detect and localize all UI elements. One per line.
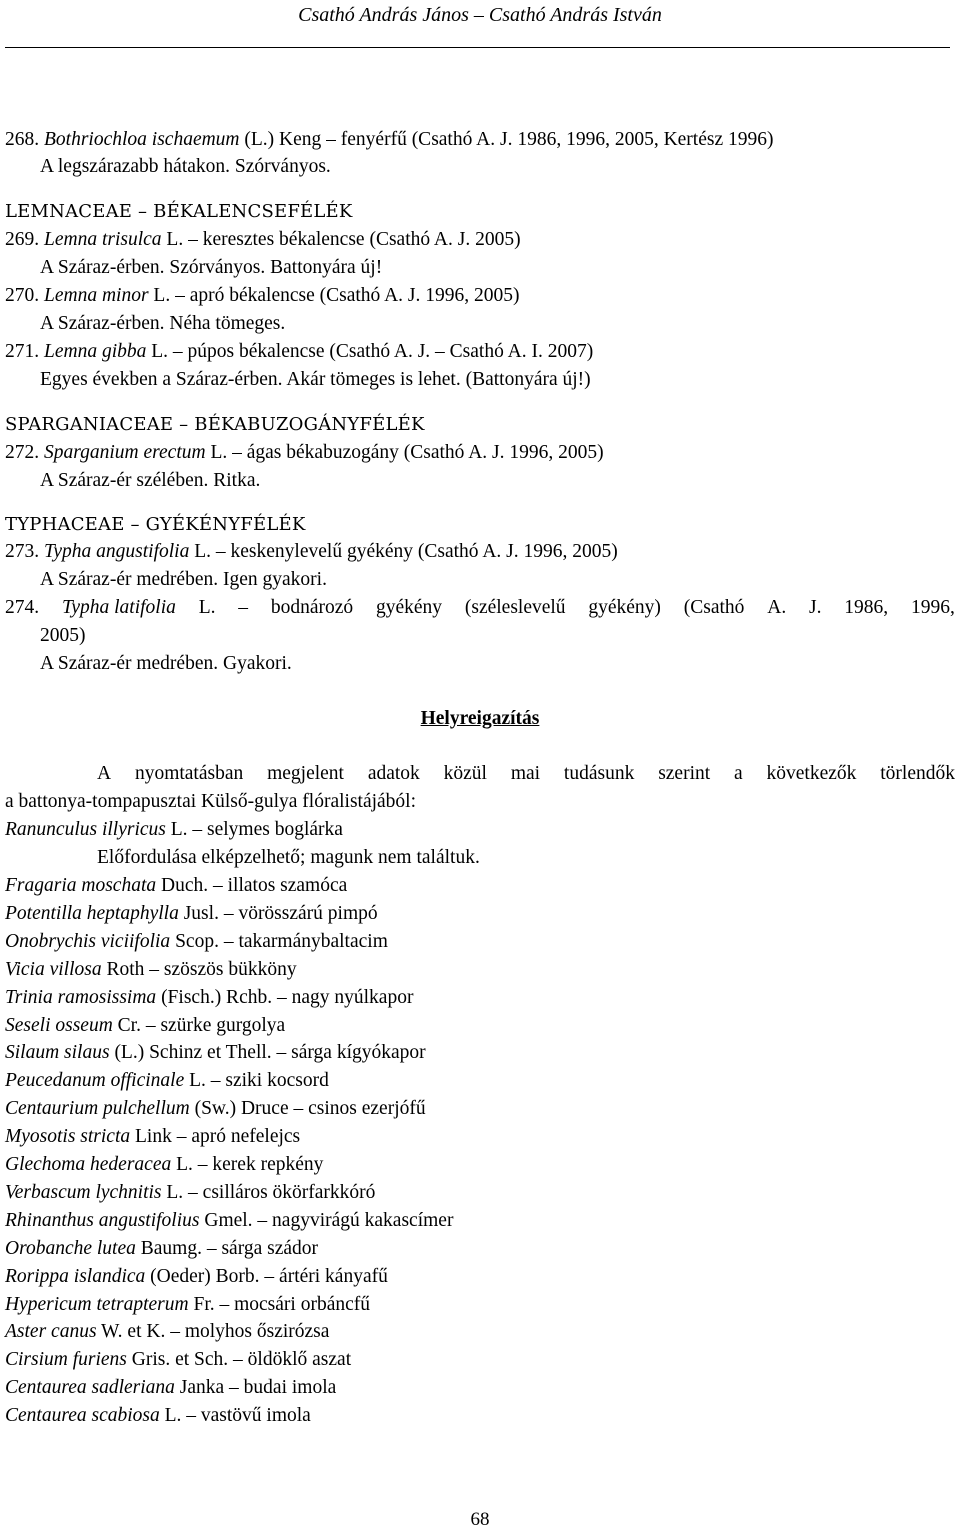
species-name: Rhinanthus angustifolius xyxy=(5,1209,200,1231)
species-name: Fragaria moschata xyxy=(5,875,157,896)
entry-269-desc: A Száraz-érben. Szórványos. Battonyára új! xyxy=(40,257,383,278)
species-row xyxy=(5,818,343,842)
entry-271: 271. Lemna gibba L. – púpos békalencse (Csathó A. J. – Csathó A. I. 2007) xyxy=(5,341,594,362)
entry-271-desc: Egyes években a Száraz-érben. Akár tömeges is lehet. (Battonyára új!) xyxy=(40,369,591,390)
species-row xyxy=(5,1209,453,1233)
entry-269: 269. Lemna trisulca L. – keresztes békalencse (Csathó A. J. 2005) xyxy=(5,229,521,250)
species-row xyxy=(5,1348,351,1372)
species-row xyxy=(5,1097,426,1121)
entry-273: 273. Typha angustifolia L. – keskenylevelű gyékény (Csathó A. J. 1996, 2005) xyxy=(5,541,618,562)
species-name: Sparganium erectum xyxy=(44,442,206,463)
correction-note: Előfordulása elképzelhető; magunk nem találtuk. xyxy=(97,847,480,868)
species-common: L. – sziki kocsord xyxy=(184,1070,329,1092)
correction-intro-line2: a battonya-tompapusztai Külső-gulya flóralistájából: xyxy=(5,791,417,812)
species-common: Cr. – szürke gurgolya xyxy=(112,1014,286,1036)
species-row xyxy=(5,874,347,898)
entry-274-desc: A Száraz-ér medrében. Gyakori. xyxy=(40,653,292,674)
species-common: L. – kerek repkény xyxy=(171,1154,324,1175)
family-heading-typhaceae: TYPHACEAE – GYÉKÉNYFÉLÉK xyxy=(5,514,306,535)
species-common: Roth – szöszös bükköny xyxy=(101,958,297,980)
entry-272-desc: A Száraz-ér szélében. Ritka. xyxy=(40,470,261,491)
species-name: Typha angustifolia xyxy=(44,541,190,562)
running-header: Csathó András János – Csathó András István xyxy=(298,4,662,26)
species-name: Lemna minor xyxy=(44,285,149,306)
species-common: (Oeder) Borb. – ártéri kányafű xyxy=(145,1265,388,1287)
species-row xyxy=(5,986,413,1010)
species-common: Scop. – takarmánybaltacim xyxy=(170,930,388,952)
species-row xyxy=(5,1069,329,1093)
species-row xyxy=(5,1293,370,1317)
species-row xyxy=(5,930,388,954)
species-name: Centaurea scabiosa xyxy=(5,1405,160,1427)
species-common: (L.) Schinz et Thell. – sárga kígyókapor xyxy=(109,1042,426,1064)
species-common: W. et K. – molyhos őszirózsa xyxy=(96,1321,330,1343)
species-row xyxy=(5,1181,375,1205)
species-name: Seseli osseum xyxy=(5,1014,113,1036)
entry-272: 272. Sparganium erectum L. – ágas békabuzogány (Csathó A. J. 1996, 2005) xyxy=(5,442,604,463)
header-rule xyxy=(5,47,950,48)
species-common: Baumg. – sárga szádor xyxy=(135,1237,319,1259)
species-common: Jusl. – vörösszárú pimpó xyxy=(178,902,378,924)
species-name: Lemna trisulca xyxy=(44,229,162,250)
entry-273-desc: A Száraz-ér medrében. Igen gyakori. xyxy=(40,569,327,590)
species-common: Link – apró nefelejcs xyxy=(130,1126,301,1148)
species-name: Silaum silaus xyxy=(5,1042,110,1064)
family-heading-lemnaceae: LEMNACEAE – BÉKALENCSEFÉLÉK xyxy=(5,201,353,222)
species-name: Aster canus xyxy=(5,1321,97,1343)
entry-268: 268. Bothriochloa ischaemum (L.) Keng – fenyérfű (Csathó A. J. 1986, 1996, 2005, Kertész 1996) xyxy=(5,129,774,150)
species-row xyxy=(5,1265,388,1289)
species-name: Typha latifolia xyxy=(61,597,176,618)
entry-270-desc: A Száraz-érben. Néha tömeges. xyxy=(40,313,286,334)
species-row xyxy=(5,1014,285,1038)
species-row xyxy=(5,958,297,982)
entry-274-cont: 2005) xyxy=(40,625,86,646)
species-row xyxy=(5,1041,426,1065)
correction-intro-line1: A nyomtatásban megjelent adatok közül mai tudásunk szerint a következők törlendők xyxy=(97,763,955,784)
species-common: L. – selymes boglárka xyxy=(165,819,343,840)
species-common: L. – csilláros ökörfarkkóró xyxy=(161,1181,376,1203)
page-number: 68 xyxy=(470,1509,490,1530)
entry-270: 270. Lemna minor L. – apró békalencse (Csathó A. J. 1996, 2005) xyxy=(5,285,520,306)
species-name: Hypericum tetrapterum xyxy=(5,1293,189,1315)
species-common: L. – vastövű imola xyxy=(159,1405,311,1427)
species-name: Centaurea sadleriana xyxy=(5,1377,175,1399)
species-row xyxy=(5,1125,300,1149)
species-row xyxy=(5,1376,336,1400)
species-name: Glechoma hederacea xyxy=(5,1154,172,1175)
species-name: Onobrychis viciifolia xyxy=(5,930,171,952)
species-name: Bothriochloa ischaemum xyxy=(44,129,240,150)
species-row xyxy=(5,1320,329,1344)
species-name: Rorippa islandica xyxy=(5,1265,146,1287)
species-common: Janka – budai imola xyxy=(174,1377,337,1399)
species-common: Gris. et Sch. – öldöklő aszat xyxy=(126,1349,352,1371)
section-title: Helyreigazítás xyxy=(420,708,540,729)
species-name: Orobanche lutea xyxy=(5,1237,136,1259)
species-row xyxy=(5,1237,318,1261)
species-name: Peucedanum officinale xyxy=(5,1070,185,1092)
species-row xyxy=(5,1404,311,1428)
species-name: Lemna gibba xyxy=(44,341,147,362)
species-name: Verbascum lychnitis xyxy=(5,1181,162,1203)
entry-274: 274. Typha latifolia L. – bodnározó gyékény (széleslevelű gyékény) (Csathó A. J. 1986, 1996, xyxy=(5,597,955,618)
species-common: (Sw.) Druce – csinos ezerjófű xyxy=(189,1098,426,1120)
species-row xyxy=(5,902,378,926)
species-name: Trinia ramosissima xyxy=(5,986,157,1008)
species-name: Myosotis stricta xyxy=(5,1126,131,1148)
entry-268-desc: A legszárazabb hátakon. Szórványos. xyxy=(40,156,331,177)
species-row xyxy=(5,1153,323,1177)
species-common: Duch. – illatos szamóca xyxy=(156,875,348,896)
species-name: Centaurium pulchellum xyxy=(5,1098,190,1120)
species-common: Gmel. – nagyvirágú kakascímer xyxy=(199,1209,454,1231)
species-common: Fr. – mocsári orbáncfű xyxy=(188,1293,371,1315)
species-common: (Fisch.) Rchb. – nagy nyúlkapor xyxy=(156,986,414,1008)
species-name: Vicia villosa xyxy=(5,958,102,980)
species-name: Potentilla heptaphylla xyxy=(5,902,179,924)
species-name: Ranunculus illyricus xyxy=(5,819,166,840)
family-heading-sparganiaceae: SPARGANIACEAE – BÉKABUZOGÁNYFÉLÉK xyxy=(5,414,425,435)
species-name: Cirsium furiens xyxy=(5,1349,127,1371)
